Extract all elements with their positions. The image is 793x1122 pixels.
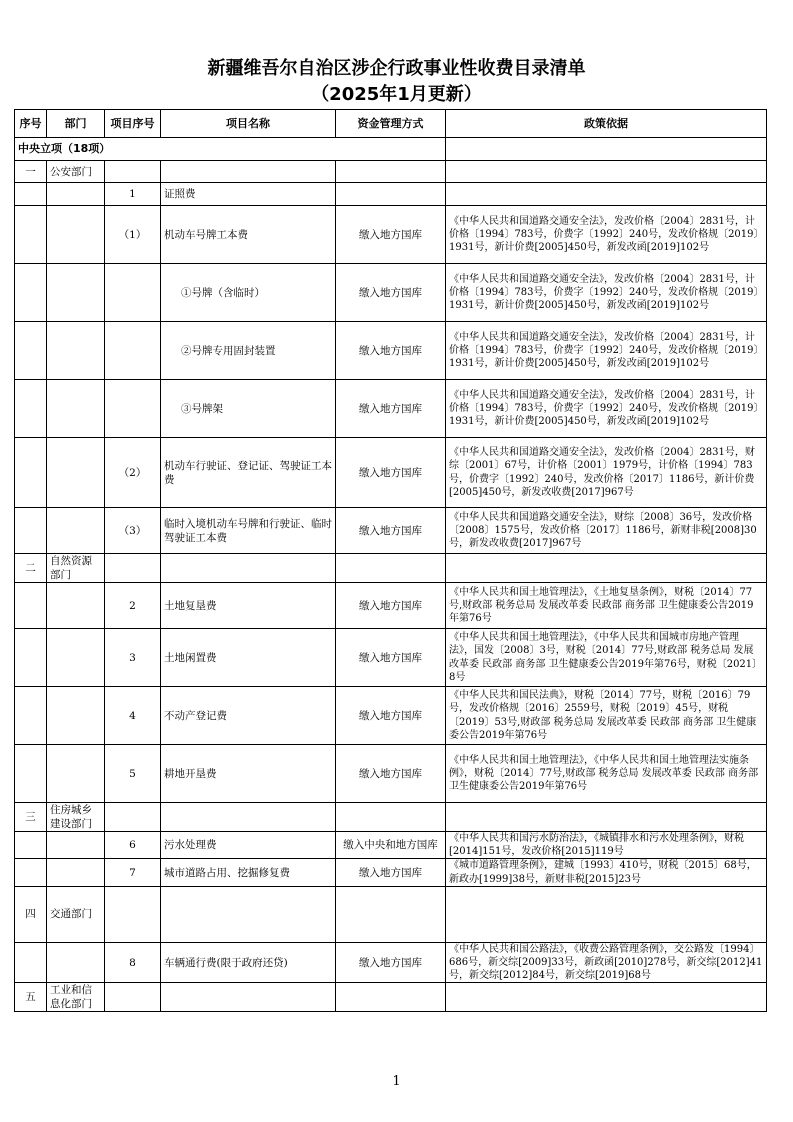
- row-fund-mgmt: 缴入地方国库: [336, 438, 446, 508]
- table-row: [15, 554, 767, 583]
- row-dept: [47, 380, 105, 438]
- row-dept: [47, 264, 105, 322]
- row-dept: [47, 687, 105, 745]
- row-policy: 《城市道路管理条例》，建城〔1993〕410号，财税〔2015〕68号，新政办[1999]38号，新财非税[2015]23号: [446, 859, 767, 886]
- row-no: 一: [15, 161, 47, 183]
- row-policy: 《中华人民共和国民法典》，财税〔2014〕77号，财税〔2016〕79号，发改价格规〔2016〕2559号，财税〔2019〕45号，财税〔2019〕53号,财政部 税务总局 发展改革委 民政部 商务部 卫生健康委公告2019年第76号: [446, 687, 767, 745]
- row-item-no: [105, 554, 161, 583]
- row-fund-mgmt: 缴入地方国库: [336, 508, 446, 554]
- row-item-name: 污水处理费: [161, 832, 336, 859]
- row-policy: [446, 161, 767, 183]
- row-item-no: [105, 886, 161, 942]
- row-item-no: 7: [105, 859, 161, 886]
- row-policy: [446, 183, 767, 206]
- row-policy: [446, 803, 767, 832]
- header-item-no: 项目序号: [105, 110, 161, 138]
- row-no: [15, 183, 47, 206]
- header-policy: 政策依据: [446, 110, 767, 138]
- page-number: 1: [392, 1074, 401, 1089]
- fee-catalog-table: [14, 109, 767, 1012]
- row-item-no: 3: [105, 629, 161, 687]
- row-fund-mgmt: 缴入地方国库: [336, 264, 446, 322]
- row-dept: 自然资源部门: [47, 554, 105, 583]
- row-dept: [47, 508, 105, 554]
- row-no: 五: [15, 983, 47, 1012]
- row-item-name: 机动车号牌工本费: [161, 206, 336, 264]
- table-row: [15, 886, 767, 942]
- row-no: [15, 583, 47, 629]
- row-dept: 公安部门: [47, 161, 105, 183]
- header-dept: 部门: [47, 110, 105, 138]
- row-policy: 《中华人民共和国公路法》，《收费公路管理条例》，交公路发〔1994〕686号，新交综[2009]33号，新政函[2010]278号，新交综[2012]41号，新交综[2012]84号，新交综[2019]68号: [446, 942, 767, 983]
- row-item-no: 1: [105, 183, 161, 206]
- table-row: [15, 264, 767, 322]
- row-policy: 《中华人民共和国道路交通安全法》，发改价格〔2004〕2831号，计价格〔1994〕783号，价费字〔1992〕240号，发改价格规〔2019〕1931号，新计价费[2005]450号，新发改函[2019]102号: [446, 322, 767, 380]
- row-item-name: [161, 803, 336, 832]
- header-fund-mgmt: 资金管理方式: [336, 110, 446, 138]
- row-dept: [47, 206, 105, 264]
- row-item-name: [161, 161, 336, 183]
- row-item-no: [105, 803, 161, 832]
- row-policy: 《中华人民共和国污水防治法》，《城镇排水和污水处理条例》，财税[2014]151号，发改价格[2015]119号: [446, 832, 767, 859]
- table-row: [15, 508, 767, 554]
- row-item-no: [105, 380, 161, 438]
- row-no: [15, 629, 47, 687]
- row-policy: [446, 554, 767, 583]
- row-no: [15, 206, 47, 264]
- row-item-no: 5: [105, 745, 161, 803]
- row-item-name: 不动产登记费: [161, 687, 336, 745]
- table-row: [15, 583, 767, 629]
- row-item-no: [105, 983, 161, 1012]
- row-no: [15, 508, 47, 554]
- row-no: 三: [15, 803, 47, 832]
- table-row: [15, 859, 767, 886]
- row-fund-mgmt: 缴入地方国库: [336, 380, 446, 438]
- row-item-no: 2: [105, 583, 161, 629]
- row-fund-mgmt: 缴入中央和地方国库: [336, 832, 446, 859]
- table-header-row: [15, 110, 767, 138]
- row-dept: 交通部门: [47, 886, 105, 942]
- row-fund-mgmt: 缴入地方国库: [336, 322, 446, 380]
- row-policy: 《中华人民共和国道路交通安全法》，财综〔2008〕36号，发改价格〔2008〕1575号，发改价格〔2017〕1186号，新财非税[2008]30号，新发改收费[2017]967号: [446, 508, 767, 554]
- table-row: [15, 438, 767, 508]
- row-item-name: ①号牌（含临时）: [161, 264, 336, 322]
- row-no: [15, 942, 47, 983]
- row-no: [15, 438, 47, 508]
- row-item-name: 城市道路占用、挖掘修复费: [161, 859, 336, 886]
- row-dept: [47, 942, 105, 983]
- row-no: [15, 745, 47, 803]
- row-fund-mgmt: 缴入地方国库: [336, 206, 446, 264]
- table-row: [15, 206, 767, 264]
- row-fund-mgmt: [336, 983, 446, 1012]
- row-dept: [47, 832, 105, 859]
- table-row: [15, 942, 767, 983]
- header-no: 序号: [15, 110, 47, 138]
- row-dept: 住房城乡建设部门: [47, 803, 105, 832]
- row-policy: 《中华人民共和国道路交通安全法》，发改价格〔2004〕2831号，计价格〔1994〕783号，价费字〔1992〕240号，发改价格规〔2019〕1931号，新计价费[2005]450号，新发改函[2019]102号: [446, 380, 767, 438]
- row-fund-mgmt: 缴入地方国库: [336, 629, 446, 687]
- row-item-no: （2）: [105, 438, 161, 508]
- row-item-name: 车辆通行费(限于政府还贷): [161, 942, 336, 983]
- table-row: [15, 161, 767, 183]
- row-no: 四: [15, 886, 47, 942]
- row-policy: [446, 886, 767, 942]
- table-row: [15, 380, 767, 438]
- row-item-no: 8: [105, 942, 161, 983]
- row-policy: 《中华人民共和国道路交通安全法》，发改价格〔2004〕2831号，计价格〔1994〕783号，价费字〔1992〕240号，发改价格规〔2019〕1931号，新计价费[2005]450号，新发改函[2019]102号: [446, 206, 767, 264]
- row-item-no: [105, 322, 161, 380]
- row-item-no: [105, 161, 161, 183]
- table-row: [15, 687, 767, 745]
- header-item-name: 项目名称: [161, 110, 336, 138]
- row-no: [15, 380, 47, 438]
- row-fund-mgmt: 缴入地方国库: [336, 745, 446, 803]
- row-policy: 《中华人民共和国道路交通安全法》，发改价格〔2004〕2831号，计价格〔1994〕783号，价费字〔1992〕240号，发改价格规〔2019〕1931号，新计价费[2005]450号，新发改函[2019]102号: [446, 264, 767, 322]
- row-item-name: [161, 983, 336, 1012]
- row-item-name: [161, 886, 336, 942]
- row-fund-mgmt: 缴入地方国库: [336, 942, 446, 983]
- row-fund-mgmt: [336, 886, 446, 942]
- row-dept: [47, 629, 105, 687]
- section-label: 中央立项（18项）: [15, 138, 446, 161]
- row-no: 二: [15, 554, 47, 583]
- table-row: [15, 832, 767, 859]
- row-policy: 《中华人民共和国道路交通安全法》，发改价格〔2004〕2831号，财综〔2001〕67号，计价格〔2001〕1979号，计价格〔1994〕783号，价费字〔1992〕240号，发改价格〔2017〕1186号，新计价费[2005]450号，新发改收费[2017]967号: [446, 438, 767, 508]
- row-no: [15, 859, 47, 886]
- row-item-name: 机动车行驶证、登记证、驾驶证工本费: [161, 438, 336, 508]
- row-item-no: 4: [105, 687, 161, 745]
- section-row: [15, 138, 767, 161]
- table-row: [15, 983, 767, 1012]
- row-policy: 《中华人民共和国土地管理法》，《土地复垦条例》，财税〔2014〕77号,财政部 税务总局 发展改革委 民政部 商务部 卫生健康委公告2019年第76号: [446, 583, 767, 629]
- row-no: [15, 687, 47, 745]
- row-item-name: 耕地开垦费: [161, 745, 336, 803]
- row-item-no: （1）: [105, 206, 161, 264]
- table-row: [15, 803, 767, 832]
- row-item-name: 土地闲置费: [161, 629, 336, 687]
- row-item-name: 证照费: [161, 183, 336, 206]
- row-policy: 《中华人民共和国土地管理法》，《中华人民共和国土地管理法实施条例》，财税〔2014〕77号,财政部 税务总局 发展改革委 民政部 商务部 卫生健康委公告2019年第76号: [446, 745, 767, 803]
- row-dept: 工业和信息化部门: [47, 983, 105, 1012]
- row-no: [15, 322, 47, 380]
- row-fund-mgmt: 缴入地方国库: [336, 583, 446, 629]
- row-item-no: 6: [105, 832, 161, 859]
- row-dept: [47, 183, 105, 206]
- row-fund-mgmt: [336, 161, 446, 183]
- row-policy: 《中华人民共和国土地管理法》，《中华人民共和国城市房地产管理法》，国发〔2008〕3号，财税〔2014〕77号,财政部 税务总局 发展改革委 民政部 商务部 卫生健康委公告2019年第76号，财税〔2021〕8号: [446, 629, 767, 687]
- row-fund-mgmt: [336, 803, 446, 832]
- row-dept: [47, 438, 105, 508]
- row-dept: [47, 859, 105, 886]
- table-row: [15, 745, 767, 803]
- row-dept: [47, 745, 105, 803]
- row-fund-mgmt: [336, 554, 446, 583]
- row-item-name: ③号牌架: [161, 380, 336, 438]
- row-item-name: 土地复垦费: [161, 583, 336, 629]
- page-subtitle: （2025年1月更新）: [311, 84, 482, 105]
- row-dept: [47, 322, 105, 380]
- row-item-name: 临时入境机动车号牌和行驶证、临时驾驶证工本费: [161, 508, 336, 554]
- row-item-name: [161, 554, 336, 583]
- row-policy: [446, 983, 767, 1012]
- row-no: [15, 832, 47, 859]
- row-item-name: ②号牌专用固封装置: [161, 322, 336, 380]
- row-no: [15, 264, 47, 322]
- row-item-no: （3）: [105, 508, 161, 554]
- page-title: 新疆维吾尔自治区涉企行政事业性收费目录清单: [207, 58, 586, 79]
- table-row: [15, 629, 767, 687]
- row-item-no: [105, 264, 161, 322]
- row-fund-mgmt: 缴入地方国库: [336, 687, 446, 745]
- table-row: [15, 322, 767, 380]
- row-dept: [47, 583, 105, 629]
- row-fund-mgmt: [336, 183, 446, 206]
- table-row: [15, 183, 767, 206]
- row-fund-mgmt: 缴入地方国库: [336, 859, 446, 886]
